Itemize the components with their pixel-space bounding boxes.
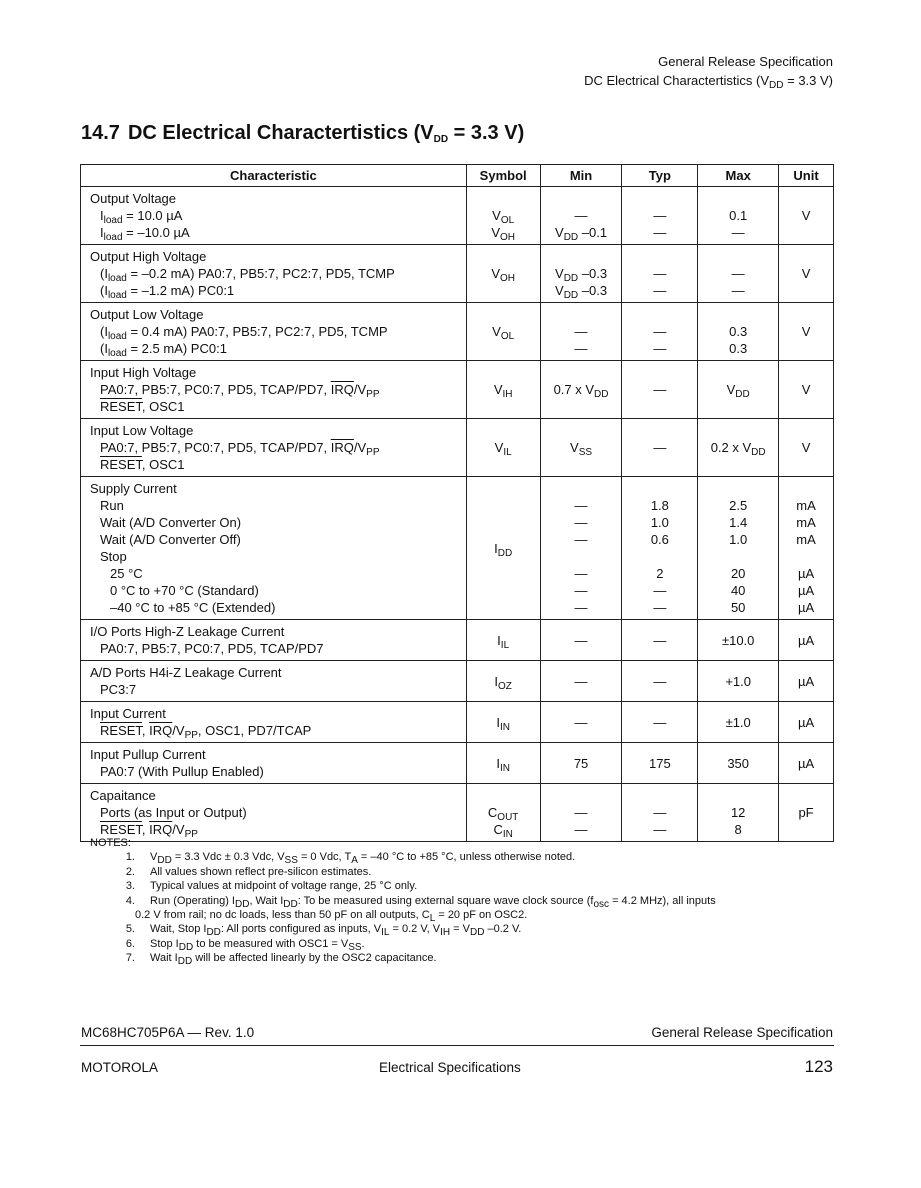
table-row: [81, 702, 834, 743]
min-cell: —: [540, 661, 622, 702]
max-cell: 2.5 1.4 1.0 20 40 50: [698, 477, 779, 620]
table-row: [81, 661, 834, 702]
symbol-cell: $V_{IH}$: [466, 361, 540, 419]
note-item: 5. Wait, Stop $I_{DD}$: All ports configured as inputs, $V_{IL} = 0.2$ V, $V_{IH} = V_{DD}$ –0.2 V.: [125, 923, 522, 939]
table-header-row: [81, 165, 834, 187]
typ-cell: — —: [622, 187, 698, 245]
running-header-section: DC Electrical Charactertistics ($V_{DD} = 3.3$ V): [584, 73, 833, 91]
min-cell: — —: [540, 784, 622, 842]
characteristic-cell: Input Low Voltage PA0:7, PB5:7, PC0:7, PD5, TCAP/PD7, $\overline{IRQ}/V_{PP}$ RESET, OSC1: [81, 419, 467, 477]
symbol-cell: $V_{IL}$: [466, 419, 540, 477]
dc-characteristics-table: [80, 164, 834, 842]
note-item: 3. Typical values at midpoint of voltage range, 25 °C only.: [125, 880, 418, 893]
characteristic-cell: Output Voltage $I_{load} = 10.0$ µA $I_{load} = -10.0$ µA: [81, 187, 467, 245]
section-heading: 14.7 DC Electrical Charactertistics ($V_{DD} = 3.3$ V): [81, 122, 525, 145]
symbol-cell: $I_{DD}$: [466, 477, 540, 620]
typ-cell: —: [622, 661, 698, 702]
footer-brand: MOTOROLA: [81, 1060, 159, 1075]
table-row: [81, 784, 834, 842]
note-item: 1. $V_{DD} = 3.3$ Vdc ± 0.3 Vdc, $V_{SS} = 0$ Vdc, $T_A = -40$ °C to +85 °C, unless otherwise noted.: [125, 851, 576, 867]
unit-cell: V: [779, 419, 834, 477]
typ-cell: —: [622, 620, 698, 661]
characteristic-cell: Output Low Voltage ($I_{load} = 0.4$ mA) PA0:7, PB5:7, PC2:7, PD5, TCMP ($I_{load} = 2.5$ mA) PC0:1: [81, 303, 467, 361]
unit-cell: V: [779, 245, 834, 303]
min-cell: — — — — — —: [540, 477, 622, 620]
table-row: [81, 419, 834, 477]
unit-cell: mA mA mA µA µA µA: [779, 477, 834, 620]
symbol-cell: $I_{IN}$: [466, 702, 540, 743]
max-cell: 350: [698, 743, 779, 784]
max-cell: ±10.0: [698, 620, 779, 661]
characteristic-cell: Capaitance Ports (as Input or Output) RESET, $\overline{IRQ}/V_{PP}$: [81, 784, 467, 842]
table-row: [81, 187, 834, 245]
max-cell: ±1.0: [698, 702, 779, 743]
symbol-cell: $I_{IN}$: [466, 743, 540, 784]
min-cell: — —: [540, 303, 622, 361]
symbol-cell: $V_{OH}$: [466, 245, 540, 303]
unit-cell: µA: [779, 620, 834, 661]
footer-document-id: MC68HC705P6A — Rev. 1.0: [81, 1025, 255, 1040]
characteristic-cell: Input Pullup Current PA0:7 (With Pullup Enabled): [81, 743, 467, 784]
note-item: 6. Stop $I_{DD}$ to be measured with $OSC1 = V_{SS}$.: [125, 937, 365, 953]
typ-cell: —: [622, 361, 698, 419]
symbol-cell: $I_{IL}$: [466, 620, 540, 661]
characteristic-cell: Input Current RESET, $\overline{IRQ}/V_{PP}$, OSC1, PD7/TCAP: [81, 702, 467, 743]
unit-cell: V: [779, 303, 834, 361]
min-cell: —: [540, 702, 622, 743]
max-cell: +1.0: [698, 661, 779, 702]
unit-cell: V: [779, 361, 834, 419]
col-header-symbol: Symbol: [466, 165, 540, 187]
min-cell: —: [540, 620, 622, 661]
typ-cell: —: [622, 419, 698, 477]
min-cell: — $V_{DD}$ –0.1: [540, 187, 622, 245]
footer-divider: [80, 1045, 834, 1046]
table-row: [81, 620, 834, 661]
typ-cell: — —: [622, 303, 698, 361]
footer-section: Electrical Specifications: [379, 1060, 521, 1075]
table-row: [81, 245, 834, 303]
notes-title: NOTES:: [90, 837, 131, 849]
min-cell: 75: [540, 743, 622, 784]
max-cell: — —: [698, 245, 779, 303]
min-cell: $V_{SS}$: [540, 419, 622, 477]
col-header-min: Min: [540, 165, 622, 187]
unit-cell: pF: [779, 784, 834, 842]
min-cell: 0.7 x $V_{DD}$: [540, 361, 622, 419]
max-cell: 0.1 —: [698, 187, 779, 245]
min-cell: $V_{DD}$ –0.3 $V_{DD}$ –0.3: [540, 245, 622, 303]
col-header-typ: Typ: [622, 165, 698, 187]
characteristic-cell: Output High Voltage ($I_{load} = -0.2$ mA) PA0:7, PB5:7, PC2:7, PD5, TCMP ($I_{load} = -1.2$ mA) PC0:1: [81, 245, 467, 303]
unit-cell: µA: [779, 743, 834, 784]
table-row: [81, 361, 834, 419]
note-item-continued: 0.2 V from rail; no dc loads, less than 50 pF on all outputs, $C_L = 20$ pF on OSC2.: [135, 909, 528, 925]
unit-cell: µA: [779, 702, 834, 743]
note-item: 2. All values shown reflect pre-silicon estimates.: [125, 865, 372, 878]
typ-cell: 1.8 1.0 0.6 2 — —: [622, 477, 698, 620]
unit-cell: V: [779, 187, 834, 245]
table-row: [81, 477, 834, 620]
max-cell: 12 8: [698, 784, 779, 842]
note-item: 4. Run (Operating) $I_{DD}$, Wait $I_{DD}$: To be measured using external square wave clock source ($f_{osc} = 4.2$ MHz), all inputs: [125, 894, 716, 910]
symbol-cell: $C_{OUT}$ $C_{IN}$: [466, 784, 540, 842]
characteristic-cell: Supply Current Run Wait (A/D Converter On) Wait (A/D Converter Off) Stop 25 °C 0 °C to +70 °C (Standard) –40 °C to +85 °C (Extended): [81, 477, 467, 620]
col-header-max: Max: [698, 165, 779, 187]
characteristic-cell: A/D Ports H4i-Z Leakage Current PC3:7: [81, 661, 467, 702]
col-header-unit: Unit: [779, 165, 834, 187]
typ-cell: 175: [622, 743, 698, 784]
max-cell: $V_{DD}$: [698, 361, 779, 419]
table-notes: [90, 836, 830, 966]
characteristic-cell: Input High Voltage PA0:7, PB5:7, PC0:7, PD5, TCAP/PD7, $\overline{IRQ}/V_{PP}$ RESET, OSC1: [81, 361, 467, 419]
max-cell: 0.2 x $V_{DD}$: [698, 419, 779, 477]
characteristic-cell: I/O Ports High-Z Leakage Current PA0:7, PB5:7, PC0:7, PD5, TCAP/PD7: [81, 620, 467, 661]
page-number: 123: [804, 1057, 833, 1076]
max-cell: 0.3 0.3: [698, 303, 779, 361]
running-header-title: General Release Specification: [658, 54, 833, 69]
symbol-cell: $I_{OZ}$: [466, 661, 540, 702]
note-item: 7. Wait $I_{DD}$ will be affected linearly by the OSC2 capacitance.: [125, 952, 437, 968]
symbol-cell: $V_{OL}$: [466, 303, 540, 361]
typ-cell: —: [622, 702, 698, 743]
table-row: [81, 743, 834, 784]
footer-release: General Release Specification: [651, 1025, 833, 1040]
table-row: [81, 303, 834, 361]
unit-cell: µA: [779, 661, 834, 702]
symbol-cell: $V_{OL}$ $V_{OH}$: [466, 187, 540, 245]
typ-cell: — —: [622, 245, 698, 303]
col-header-characteristic: Characteristic: [81, 165, 467, 187]
typ-cell: — —: [622, 784, 698, 842]
